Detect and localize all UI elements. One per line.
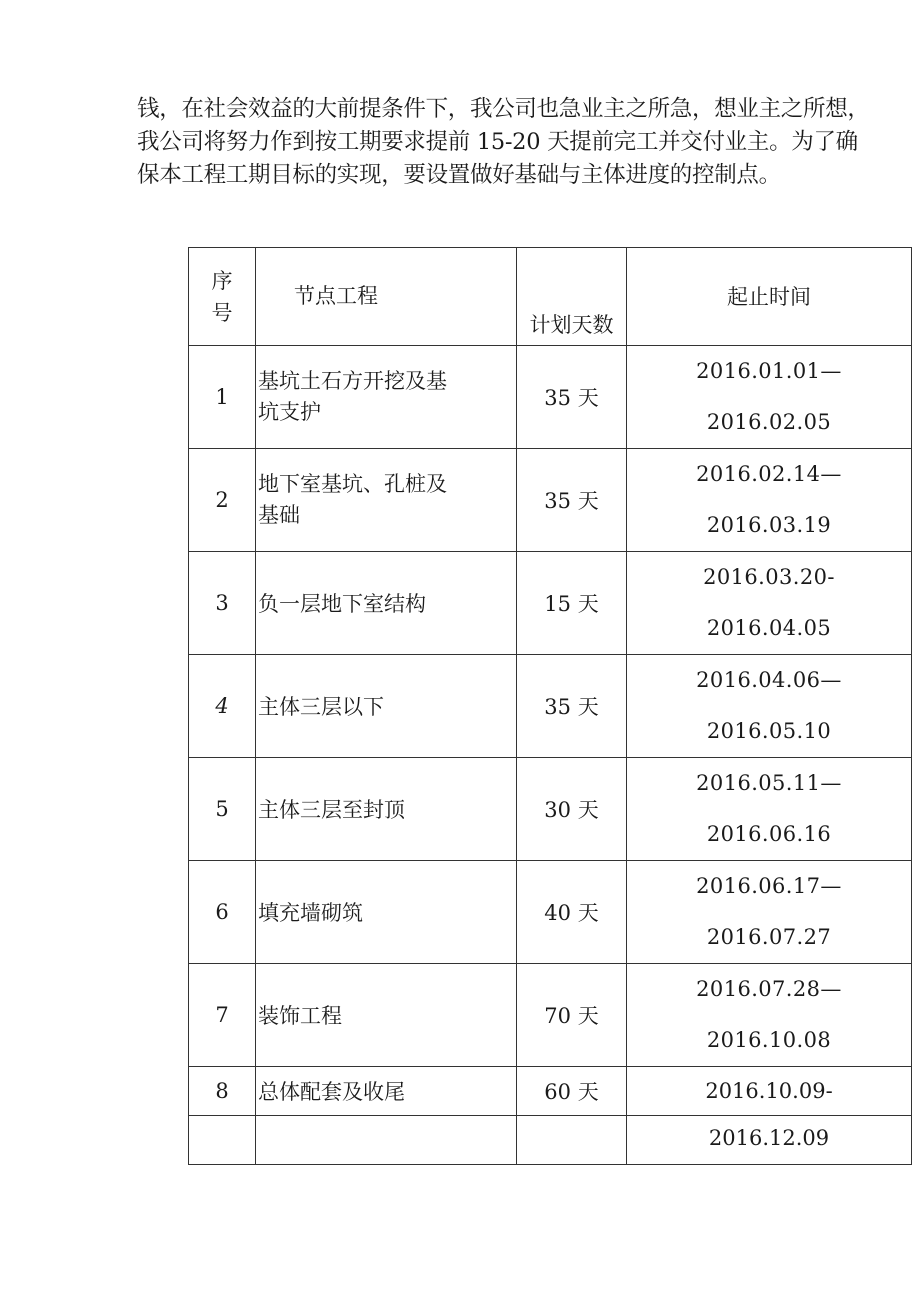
header-time: 起止时间	[627, 248, 912, 346]
row-time: 2016.03.20- 2016.04.05	[627, 552, 912, 655]
row-node: 填充墙砌筑	[256, 861, 517, 964]
row-days: 35 天	[517, 449, 627, 552]
row-no: 5	[189, 758, 256, 861]
row-time: 2016.12.09	[627, 1116, 912, 1165]
row-time: 2016.05.11— 2016.06.16	[627, 758, 912, 861]
paragraph-line: 钱，在社会效益的大前提条件下，我公司也急业主之所急，想业主之所想，	[137, 96, 870, 122]
table-row	[189, 449, 912, 552]
row-no: 8	[189, 1067, 256, 1116]
row-time: 2016.02.14— 2016.03.19	[627, 449, 912, 552]
header-no: 序 号	[189, 248, 256, 346]
paragraph-line: 保本工程工期目标的实现，要设置做好基础与主体进度的控制点。	[137, 162, 781, 188]
table-row	[189, 1067, 912, 1116]
table-row	[189, 861, 912, 964]
header-days: 计划天数	[517, 248, 627, 346]
row-days: 60 天	[517, 1067, 627, 1116]
table-row-continuation	[189, 1116, 912, 1165]
row-time: 2016.06.17— 2016.07.27	[627, 861, 912, 964]
table-row	[189, 758, 912, 861]
table-row	[189, 346, 912, 449]
row-days: 35 天	[517, 655, 627, 758]
table-row	[189, 655, 912, 758]
row-days: 30 天	[517, 758, 627, 861]
row-node: 负一层地下室结构	[256, 552, 517, 655]
row-time: 2016.04.06— 2016.05.10	[627, 655, 912, 758]
row-days	[517, 1116, 627, 1165]
row-time: 2016.01.01— 2016.02.05	[627, 346, 912, 449]
table-header-row	[189, 248, 912, 346]
row-node: 总体配套及收尾	[256, 1067, 517, 1116]
row-no: 2	[189, 449, 256, 552]
schedule-table	[188, 247, 912, 1165]
row-node: 基坑土石方开挖及基 坑支护	[256, 346, 517, 449]
row-no: 7	[189, 964, 256, 1067]
row-days: 35 天	[517, 346, 627, 449]
row-no: 4	[189, 655, 256, 758]
row-time: 2016.10.09-	[627, 1067, 912, 1116]
row-node: 装饰工程	[256, 964, 517, 1067]
row-node	[256, 1116, 517, 1165]
row-no: 3	[189, 552, 256, 655]
row-no	[189, 1116, 256, 1165]
row-time: 2016.07.28— 2016.10.08	[627, 964, 912, 1067]
row-days: 40 天	[517, 861, 627, 964]
row-node: 主体三层以下	[256, 655, 517, 758]
table-row	[189, 964, 912, 1067]
body-paragraph	[137, 93, 877, 192]
row-no: 1	[189, 346, 256, 449]
row-node: 主体三层至封顶	[256, 758, 517, 861]
row-node: 地下室基坑、孔桩及 基础	[256, 449, 517, 552]
paragraph-line: 我公司将努力作到按工期要求提前 15-20 天提前完工并交付业主。为了确	[137, 129, 858, 155]
row-days: 70 天	[517, 964, 627, 1067]
row-days: 15 天	[517, 552, 627, 655]
header-node: 节点工程	[256, 248, 517, 346]
row-no: 6	[189, 861, 256, 964]
table-row	[189, 552, 912, 655]
